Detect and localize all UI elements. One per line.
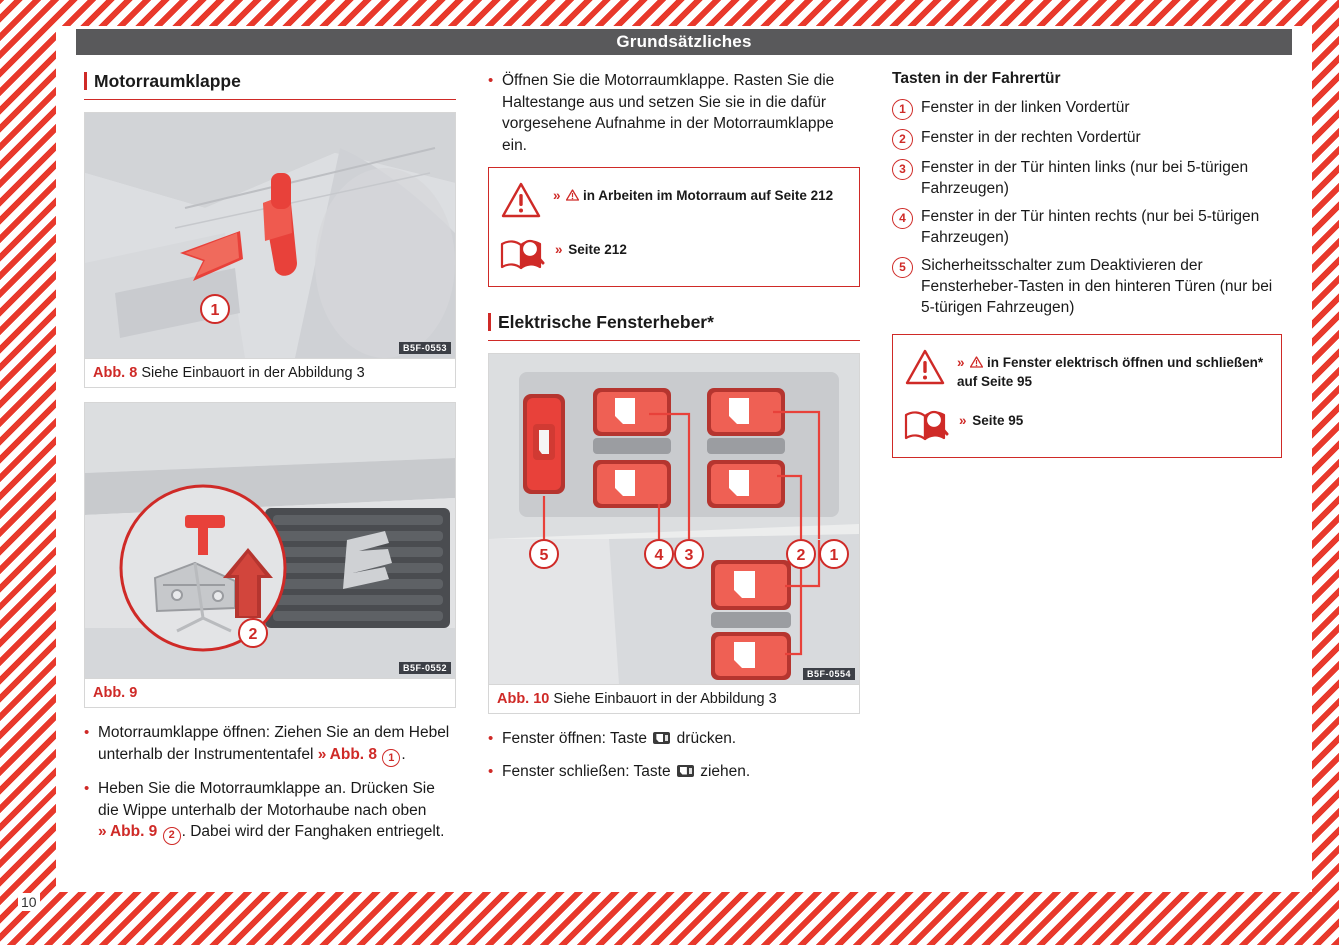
window-switch-panel-illustration <box>489 354 859 684</box>
figure-9-caption-label: Abb. 9 <box>93 685 138 701</box>
figure-10-caption-label: Abb. 10 <box>497 691 550 707</box>
legend-number-1: 1 <box>892 99 913 120</box>
warning-text-danger-2 <box>957 347 1271 391</box>
legend-number-3: 3 <box>892 159 913 180</box>
warning-text-reference-2 <box>959 405 1023 430</box>
hood-catch-hook-illustration <box>85 403 455 678</box>
bullet-open-hood-prop: • Öffnen Sie die Motorraumklappe. Rasten Sie die Haltestange aus und setzen Sie sie in die dafür vorgesehene Aufnahme in der Motorraumklappe ein. <box>488 70 860 156</box>
legend-title-driver-door-buttons: Tasten in der Fahrertür <box>892 70 1061 87</box>
legend-number-5: 5 <box>892 257 913 278</box>
bullet-lift-hood <box>84 778 456 845</box>
page-columns <box>84 70 1292 880</box>
figure-8-caption-text: Siehe Einbauort in der Abbildung 3 <box>141 365 365 381</box>
list-item <box>892 127 1282 150</box>
page-number: 10 <box>18 893 40 911</box>
bullet-window-open <box>488 728 860 750</box>
bullet-lift-hood-text-end: . Dabei wird der Fanghaken entriegelt. <box>181 823 445 840</box>
legend-text-4: Fenster in der Tür hinten rechts (nur bei 5-türigen Fahrzeugen) <box>921 208 1260 246</box>
legend-number-2: 2 <box>892 129 913 150</box>
figure-9-code: B5F-0552 <box>399 662 451 674</box>
hood-release-lever-illustration <box>85 113 455 358</box>
column-right <box>892 70 1282 880</box>
warning-box-engine-compartment <box>488 167 860 287</box>
figure-9-image <box>85 403 455 678</box>
warning-triangle-icon-2 <box>903 347 947 387</box>
legend-text-1: Fenster in der linken Vordertür <box>921 99 1130 116</box>
figure-9-caption <box>85 678 455 707</box>
svg-text:1: 1 <box>210 302 220 319</box>
svg-text:2: 2 <box>796 547 806 564</box>
chevron-ref-icon-3: » <box>553 188 560 203</box>
chevron-ref-icon-6: » <box>959 413 966 428</box>
callout-1: 1 <box>382 749 400 767</box>
column-middle <box>488 70 860 880</box>
warning-triangle-inline-icon-2 <box>970 356 983 368</box>
figure-9 <box>84 402 456 708</box>
figure-10-caption-text: Siehe Einbauort in der Abbildung 3 <box>553 691 777 707</box>
warning-triangle-icon <box>499 180 543 220</box>
section-title-motorraumklappe: Motorraumklappe <box>84 70 456 92</box>
chevron-ref-icon-5: » <box>957 355 964 370</box>
bullet-window-open-text: Fenster öffnen: Taste <box>502 730 652 747</box>
window-switch-icon <box>653 732 670 744</box>
warning-text-danger-2-label: in Fenster elektrisch öffnen und schließen* auf Seite 95 <box>957 355 1264 389</box>
bullet-window-open-text-end: drücken. <box>672 730 737 747</box>
chevron-ref-icon-4: » <box>555 242 562 257</box>
warning-text-reference-label: Seite 212 <box>568 242 627 257</box>
page-header-title: Grundsätzliches <box>76 29 1292 55</box>
bullet-open-hood-ref: Abb. 8 <box>329 745 378 763</box>
figure-8 <box>84 112 456 388</box>
list-item <box>892 255 1282 318</box>
warning-text-danger-label: in Arbeiten im Motorraum auf Seite 212 <box>583 188 834 203</box>
bullet-window-close-text: Fenster schließen: Taste <box>502 762 675 780</box>
bullet-lift-hood-text: Heben Sie die Motorraumklappe an. Drücken Sie die Wippe unterhalb der Motorhaube nach oben <box>98 780 435 819</box>
list-item <box>892 97 1282 120</box>
warning-row-danger <box>499 180 849 220</box>
warning-text-reference-2-label: Seite 95 <box>972 413 1024 428</box>
figure-8-image <box>85 113 455 358</box>
bullet-open-hood: • Motorraumklappe öffnen: Ziehen Sie an dem Hebel unterhalb der Instrumententafel » Abb. 8 1 . <box>84 722 456 767</box>
svg-text:4: 4 <box>654 547 664 564</box>
svg-text:1: 1 <box>829 547 839 564</box>
svg-text:2: 2 <box>248 626 258 643</box>
section-title-fensterheber: Elektrische Fensterheber* <box>488 311 860 333</box>
chevron-ref-icon-2: » <box>98 823 106 840</box>
figure-10-image <box>489 354 859 684</box>
figure-10-caption <box>489 684 859 713</box>
book-magnifier-icon <box>499 234 545 274</box>
svg-text:5: 5 <box>539 547 549 564</box>
bullet-window-close <box>488 761 860 783</box>
bullet-lift-hood-ref: Abb. 9 <box>109 823 158 840</box>
svg-text:3: 3 <box>684 547 694 564</box>
warning-box-windows <box>892 334 1282 458</box>
legend-number-4: 4 <box>892 208 913 229</box>
warning-row-reference <box>499 234 849 274</box>
bullet-window-close-text-end: ziehen. <box>695 762 751 780</box>
warning-text-reference <box>555 234 627 259</box>
warning-triangle-inline-icon <box>566 189 579 201</box>
figure-10-code: B5F-0554 <box>803 668 855 680</box>
figure-8-code: B5F-0553 <box>399 342 451 354</box>
figure-8-caption <box>85 358 455 387</box>
warning-row-reference-2 <box>903 405 1271 445</box>
window-switch-icon-2 <box>677 765 694 777</box>
section-rule-2 <box>488 340 860 341</box>
figure-10 <box>488 353 860 714</box>
bullet-open-hood-text: Motorraumklappe öffnen: Ziehen Sie an dem Hebel unterhalb der Instrumententafel <box>98 724 450 763</box>
warning-row-danger-2 <box>903 347 1271 391</box>
legend-text-2: Fenster in der rechten Vordertür <box>921 129 1141 146</box>
book-magnifier-icon-2 <box>903 405 949 445</box>
legend-text-5: Sicherheitsschalter zum Deaktivieren der Fensterheber-Tasten in den hinteren Türen (nur bei 5-türigen Fahrzeugen) <box>921 257 1273 316</box>
chevron-ref-icon: » <box>317 745 326 763</box>
section-rule <box>84 99 456 100</box>
list-item <box>892 157 1282 199</box>
figure-8-caption-label: Abb. 8 <box>93 365 138 381</box>
list-item <box>892 206 1282 248</box>
legend-text-3: Fenster in der Tür hinten links (nur bei 5-türigen Fahrzeugen) <box>921 159 1249 197</box>
column-left <box>84 70 456 880</box>
warning-text-danger <box>553 180 833 205</box>
callout-2: 2 <box>163 827 181 845</box>
